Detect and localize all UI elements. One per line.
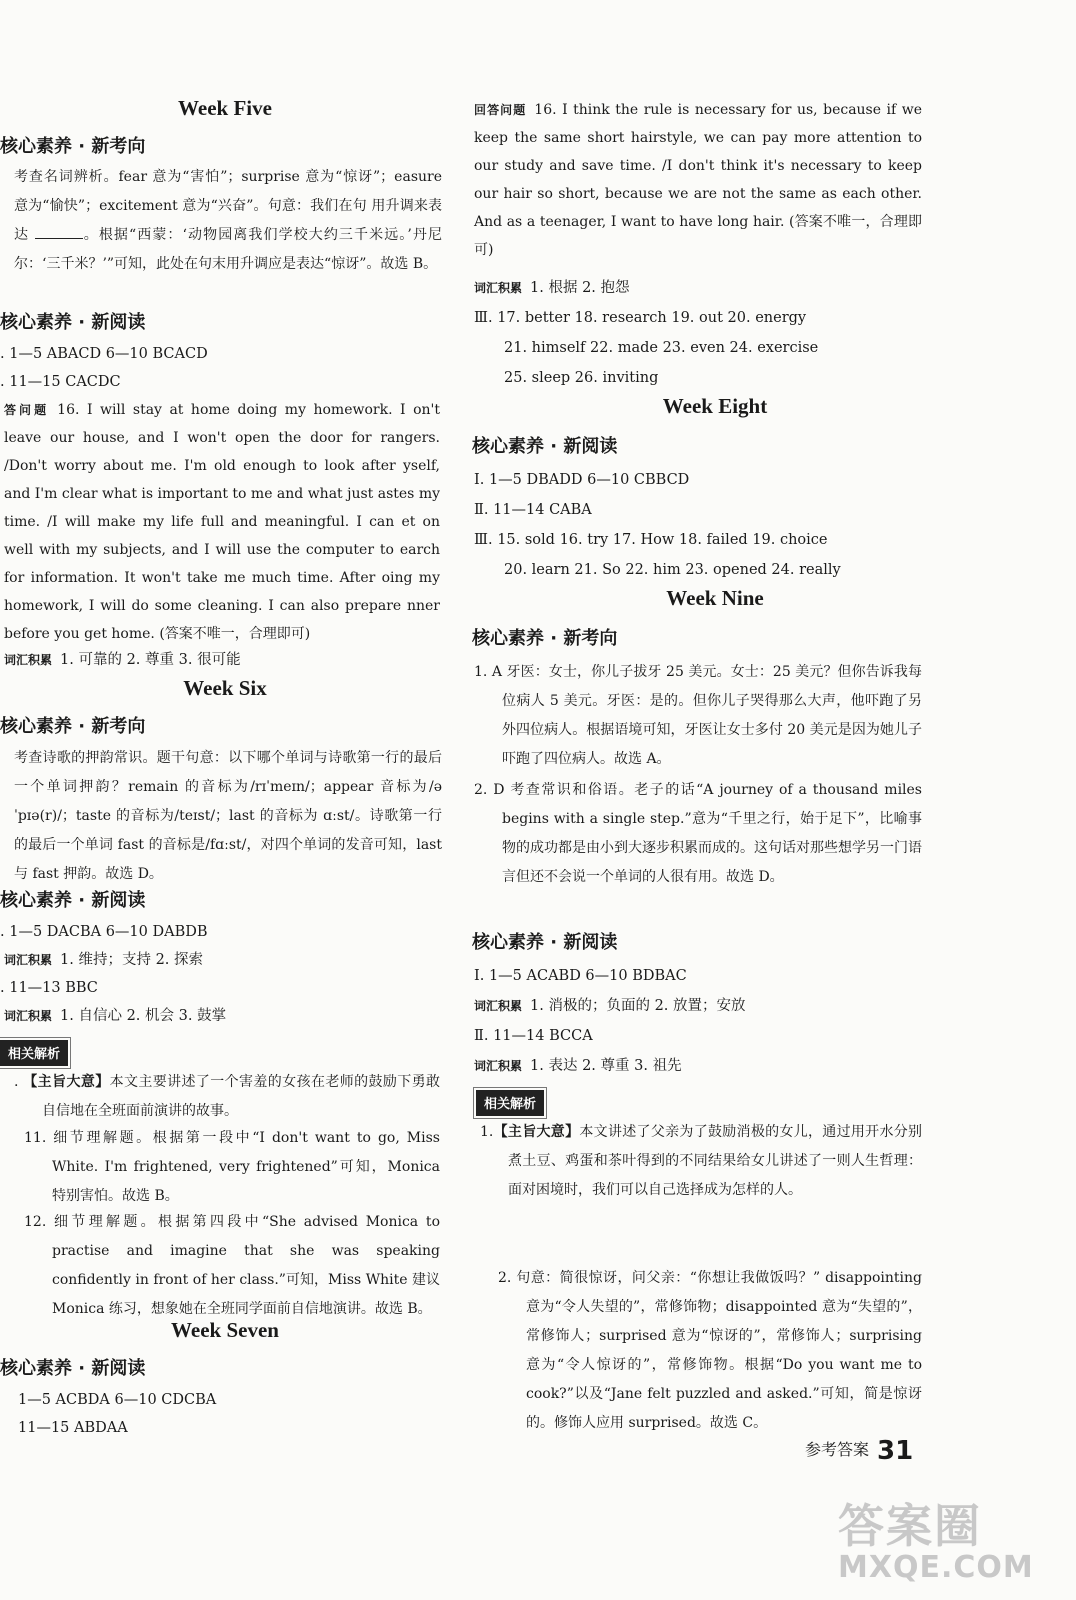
week-nine-q2: 2. D 考查常识和俗语。老子的话“A journey of a thousand miles begins with a single step.”意为“千里之行，始于足下”，比喻事物的成功都是由小到大逐步积累而成的。这句话对那些想学另一门语言但还不会说一个单词的人很有用。故选 D。 bbox=[474, 782, 922, 885]
week-seven-sec1-heading: 核心素养 · 新阅读 bbox=[0, 1358, 146, 1379]
week-five-answers-1: . 1—5 ABACD 6—10 BCACD bbox=[0, 346, 208, 362]
week-seven-answers-2: 11—15 ABDAA bbox=[18, 1420, 128, 1436]
page-number: 31 bbox=[877, 1436, 914, 1466]
week-five-vocab: 词汇积累 1. 可靠的 2. 尊重 3. 很可能 bbox=[4, 652, 241, 668]
week-six-title: Week Six bbox=[183, 676, 267, 700]
week-six-sec1-heading: 核心素养 · 新考向 bbox=[0, 716, 146, 737]
week-five-sec1-heading: 核心素养 · 新考向 bbox=[0, 136, 146, 157]
week-nine-answers-1: Ⅰ. 1—5 ACABD 6—10 BDBAC bbox=[474, 968, 687, 984]
week-nine-title: Week Nine bbox=[666, 586, 764, 610]
week-nine-q1: 1. A 牙医：女士，你儿子拔牙 25 美元。女士：25 美元？但你告诉我每位病人 5 美元。牙医：是的。但你儿子哭得那么大声，他吓跑了另外四位病人。根据语境可知，牙医让女士多付 20 美元是因为她儿子吓跑了四位病人。故选 A。 bbox=[474, 664, 922, 767]
week-six-analysis-main: . 【主旨大意】本文主要讲述了一个害羞的女孩在老师的鼓励下勇敢自信地在全班面前演讲的故事。 bbox=[14, 1074, 441, 1119]
week-nine-sec2-heading: 核心素养 · 新阅读 bbox=[472, 932, 618, 953]
week-nine-analysis-badge: 相关解析 bbox=[476, 1090, 950, 1116]
week-eight-answers-3: Ⅲ. 15. sold 16. try 17. How 18. failed 19. choice bbox=[474, 532, 828, 548]
week-nine-analysis-2: 2. 句意：简很惊讶，问父亲：“你想让我做饭吗？” disappointing 意为“令人失望的”，常修饰物；disappointed 意为“失望的”，常修饰人；surprised 意为“惊讶的”，常修饰人；surprising 意为“令人惊讶的”，常修饰物。根据“Do you want me to cook?”以及“Jane felt puzzled and asked.”可知，简是惊讶的。修饰人应用 surprised。故选 C。 bbox=[498, 1270, 922, 1431]
week-six-analysis-badge: 相关解析 bbox=[0, 1040, 450, 1066]
watermark bbox=[838, 1490, 1070, 1596]
week-nine-analysis-main: 1.【主旨大意】本文讲述了父亲为了鼓励消极的女儿，通过用开水分别煮土豆、鸡蛋和茶叶得到的不同结果给女儿讲述了一则人生哲理：面对困境时，我们可以自己选择成为怎样的人。 bbox=[480, 1124, 923, 1198]
week-nine-vocab-1: 词汇积累 1. 消极的；负面的 2. 放置；安放 bbox=[474, 998, 746, 1014]
week-six-sec2-heading: 核心素养 · 新阅读 bbox=[0, 890, 146, 911]
week-five-sec2-heading: 核心素养 · 新阅读 bbox=[0, 312, 146, 333]
week-six-vocab-1: 词汇积累 1. 维持；支持 2. 探索 bbox=[4, 952, 204, 968]
week-eight-answers-1: Ⅰ. 1—5 DBADD 6—10 CBBCD bbox=[474, 472, 690, 488]
week-nine-sec1-heading: 核心素养 · 新考向 bbox=[472, 628, 618, 649]
answer-blank bbox=[35, 224, 83, 239]
week-five-sec1-text: 考查名词辨析。fear 意为“害怕”；surprise 意为“惊讶”；easure 意为“愉快”；excitement 意为“兴奋”。句意：我们在句 用升调来表达 。根据“西蒙：‘动物园离我们学校大约三千米远。’丹尼尔：‘三千米？’”可知，此处在句末用升调应是表达“惊讶”。故选 B。 bbox=[14, 169, 443, 272]
week-six-analysis-12: 12. 细节理解题。根据第四段中“She advised Monica to practise and imagine that she was speaking confidently in front of her class.”可知，Miss White 建议 Monica 练习，想象她在全班同学面前自信地演讲。故选 B。 bbox=[24, 1214, 440, 1317]
week-six-vocab-2: 词汇积累 1. 自信心 2. 机会 3. 鼓掌 bbox=[4, 1008, 227, 1024]
week-six-sec1-text: 考查诗歌的押韵常识。题干句意：以下哪个单词与诗歌第一行的最后一个单词押韵？remain 的音标为/rɪˈmeɪn/；appear 音标为/əˈpɪə(r)/；taste 的音标为/teɪst/；last 的音标为 ɑːst/。诗歌第一行的最后一个单词 fast 的音标是/fɑːst/，对四个单词的发音可知，last 与 fast 押韵。故选 D。 bbox=[14, 750, 442, 882]
week-seven-fill-2: 21. himself 22. made 23. even 24. exercise bbox=[504, 340, 819, 356]
week-eight-sec1-heading: 核心素养 · 新阅读 bbox=[472, 436, 618, 457]
week-nine-answers-2: Ⅱ. 11—14 BCCA bbox=[474, 1028, 593, 1044]
week-five-title: Week Five bbox=[178, 96, 272, 120]
page-footer bbox=[805, 1436, 913, 1466]
week-six-answers-2: . 11—13 BBC bbox=[0, 980, 98, 996]
week-seven-vocab: 词汇积累 1. 根据 2. 抱怨 bbox=[474, 280, 630, 296]
week-six-analysis-11: 11. 细节理解题。根据第一段中“I don't want to go, Miss White. I'm frightened, very frightened”可知，Monica 特别害怕。故选 B。 bbox=[24, 1130, 440, 1204]
answer-label: 答问题 bbox=[4, 403, 50, 417]
week-seven-answers-1: 1—5 ACBDA 6—10 CDCBA bbox=[18, 1392, 217, 1408]
week-eight-answers-2: Ⅱ. 11—14 CABA bbox=[474, 502, 592, 518]
week-seven-fill-3: 25. sleep 26. inviting bbox=[504, 370, 659, 386]
week-seven-answer-question: 回答问题 16. I think the rule is necessary for us, because if we keep the same short hairstyle, we can pay more attention to our study and save time. /I don't think it's necessary to keep our hair so short, because we are not the same as each other. And as a teenager, I want to have long hair. (答案不唯一，合理即可) bbox=[474, 102, 922, 258]
week-five-answer-question: 答问题 16. I will stay at home doing my homework. I on't leave our house, and I won't open the door for rangers. /Don't worry about me. I'm old enough to look after yself, and I'm clear what is important to me and what just astes my time. /I will make my life full and meaningful. I can et on well with my subjects, and I will use the computer to earch for information. It won't take me much time. After oing my homework, I will do some cleaning. I can also prepare nner before you get home. (答案不唯一，合理即可) bbox=[4, 402, 441, 642]
watermark-url: MXQE.COM bbox=[838, 1550, 1034, 1585]
week-six-answers-1: . 1—5 DACBA 6—10 DABDB bbox=[0, 924, 208, 940]
footer-label: 参考答案 bbox=[805, 1440, 870, 1459]
week-seven-title: Week Seven bbox=[171, 1318, 279, 1342]
week-seven-fill-1: Ⅲ. 17. better 18. research 19. out 20. energy bbox=[474, 310, 807, 326]
week-five-answers-2: . 11—15 CACDC bbox=[0, 374, 121, 390]
watermark-title: 答案圈 bbox=[838, 1499, 982, 1553]
week-nine-vocab-2: 词汇积累 1. 表达 2. 尊重 3. 祖先 bbox=[474, 1058, 682, 1074]
week-eight-title: Week Eight bbox=[662, 394, 768, 418]
week-eight-answers-4: 20. learn 21. So 22. him 23. opened 24. really bbox=[504, 562, 841, 578]
